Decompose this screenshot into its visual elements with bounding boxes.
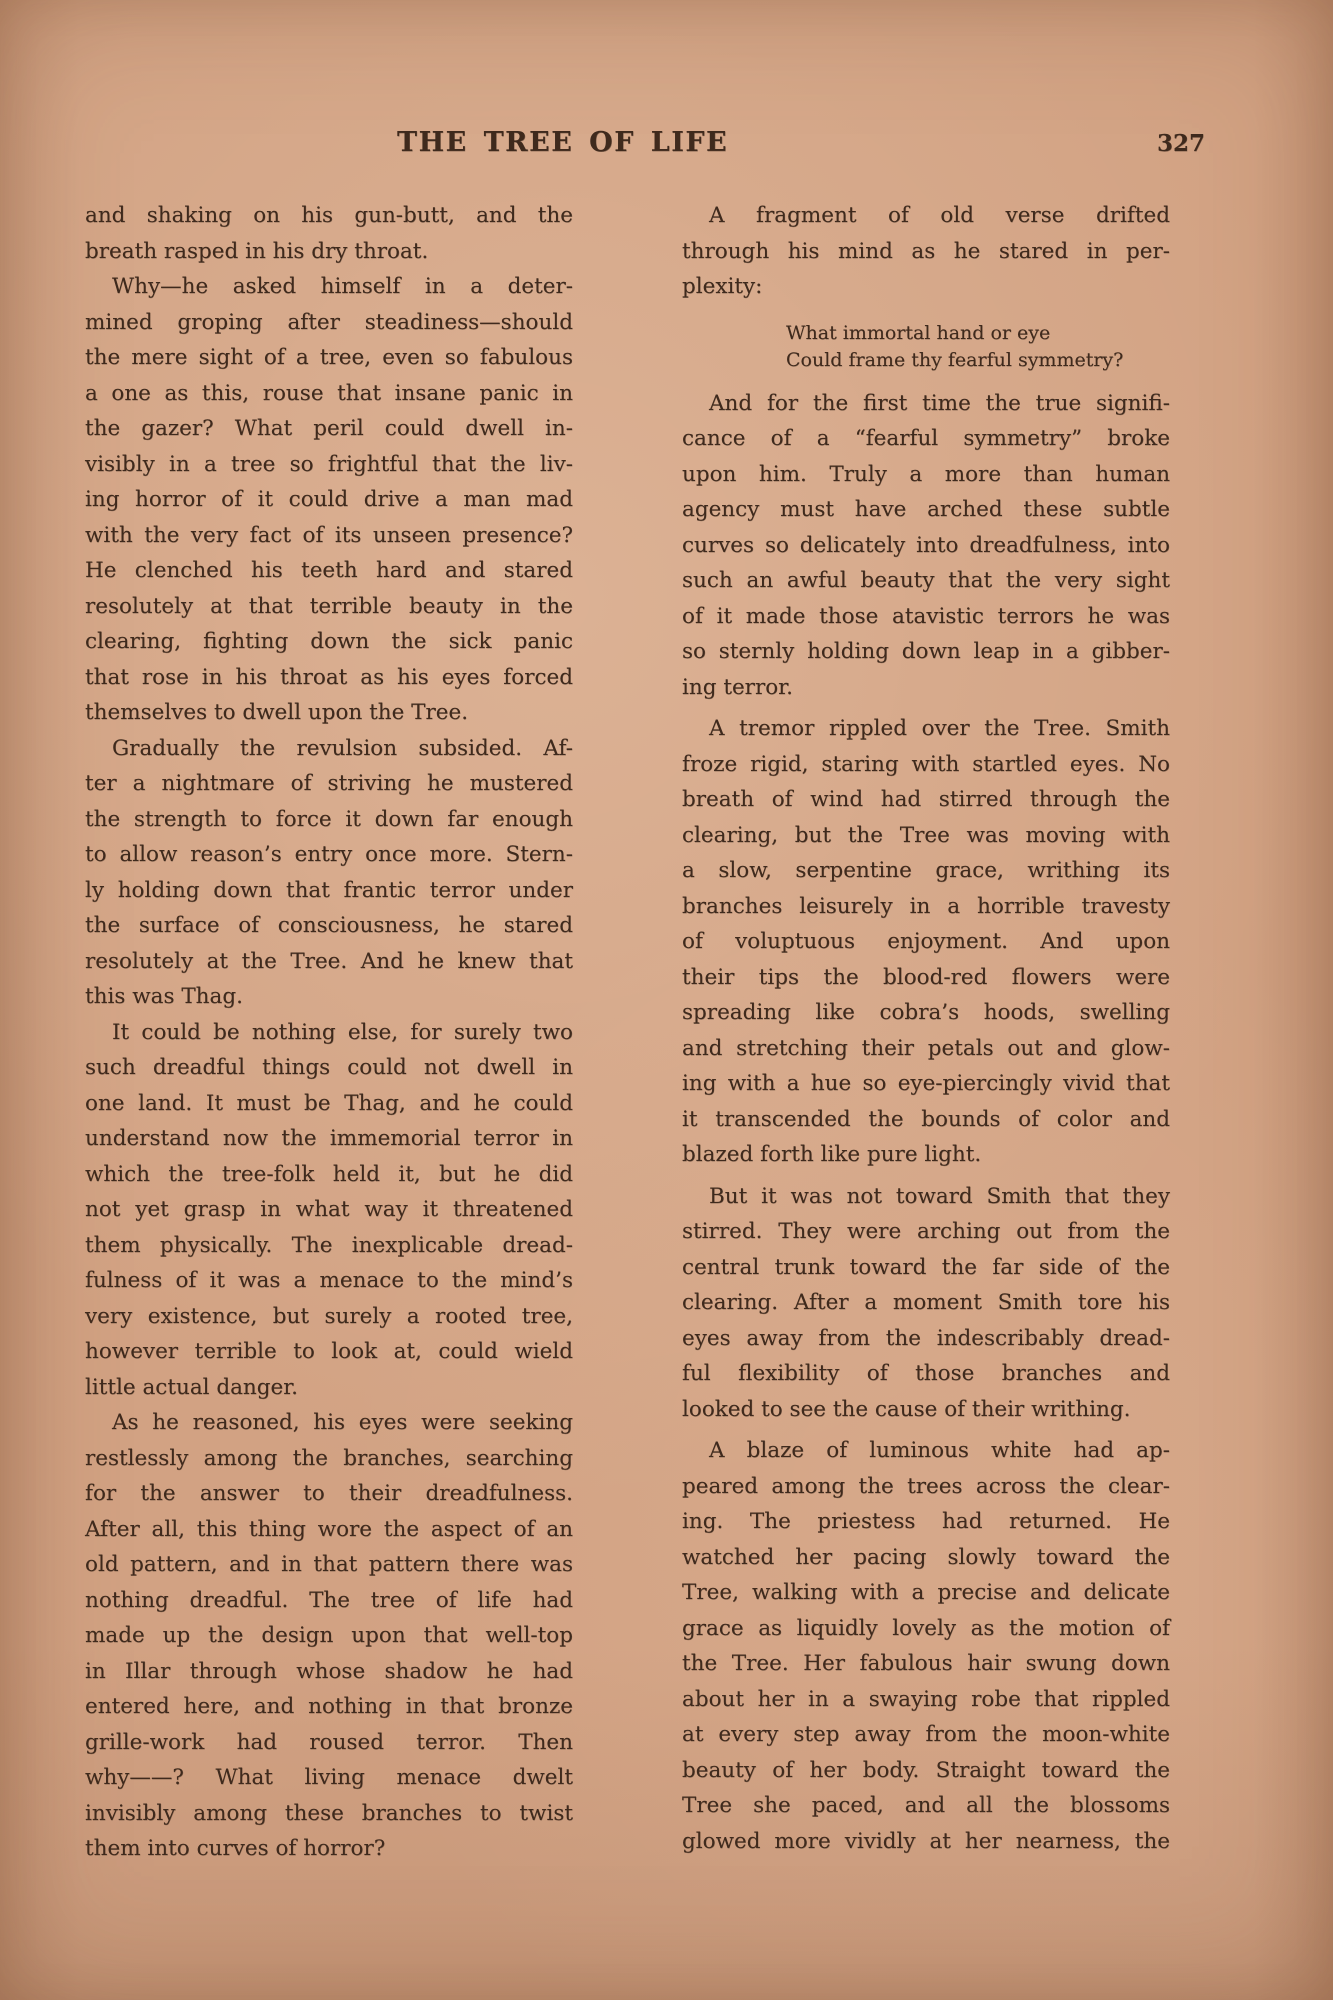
text-line: breath of wind had stirred through the xyxy=(682,787,1170,812)
text-line: agency must have arched these subtle xyxy=(682,497,1170,522)
text-line: such dreadful things could not dwell in xyxy=(85,1055,573,1080)
paragraph xyxy=(682,386,1170,706)
paragraph xyxy=(85,269,573,731)
text-line: nothing dreadful. The tree of life had xyxy=(85,1587,573,1613)
text-line: But it was not toward Smith that they xyxy=(709,1183,1170,1209)
paragraph xyxy=(682,1433,1170,1859)
text-line: however terrible to look at, could wield xyxy=(85,1339,573,1364)
text-line: which the tree-folk held it, but he did xyxy=(85,1161,573,1187)
text-line: the Tree. Her fabulous hair swung down xyxy=(682,1651,1170,1676)
text-line: one land. It must be Thag, and he could xyxy=(85,1090,573,1116)
text-line: ful flexibility of those branches and xyxy=(682,1361,1170,1386)
text-line: the surface of consciousness, he stared xyxy=(85,913,573,938)
verse-line: Could frame thy fearful symmetry? xyxy=(786,348,1124,371)
text-line: As he reasoned, his eyes were seeking xyxy=(112,1410,573,1435)
text-line: them physically. The inexplicable dread- xyxy=(85,1232,573,1258)
text-line: watched her pacing slowly toward the xyxy=(682,1544,1170,1570)
text-line: glowed more vividly at her nearness, the xyxy=(682,1828,1170,1854)
text-line: ly holding down that frantic terror under xyxy=(85,877,573,903)
text-line: Why—he asked himself in a deter- xyxy=(112,274,573,299)
text-line: not yet grasp in what way it threatened xyxy=(85,1197,573,1222)
text-line: in Illar through whose shadow he had xyxy=(85,1658,573,1684)
text-line: to allow reason’s entry once more. Stern- xyxy=(85,842,573,867)
text-line: at every step away from the moon-white xyxy=(682,1722,1170,1747)
text-line: a one as this, rouse that insane panic in xyxy=(85,380,573,406)
text-line: grille-work had roused terror. Then xyxy=(85,1729,573,1755)
text-line: a slow, serpentine grace, writhing its xyxy=(682,858,1170,883)
text-line: Tree, walking with a precise and delicate xyxy=(682,1580,1170,1605)
text-line: ing. The priestess had returned. He xyxy=(682,1509,1170,1534)
text-line: Tree she paced, and all the blossoms xyxy=(682,1793,1170,1818)
text-column-right xyxy=(682,198,1170,1859)
text-line: resolutely at that terrible beauty in the xyxy=(85,593,573,619)
text-line: through his mind as he stared in per- xyxy=(682,238,1170,264)
text-line: this was Thag. xyxy=(85,984,243,1009)
text-line: invisibly among these branches to twist xyxy=(85,1800,573,1826)
paragraph xyxy=(682,711,1170,1173)
text-line: branches leisurely in a horrible travesty xyxy=(682,893,1170,919)
text-line: visibly in a tree so frightful that the liv- xyxy=(85,451,573,477)
text-line: And for the first time the true signifi- xyxy=(709,390,1170,416)
verse-line: What immortal hand or eye xyxy=(786,321,1051,344)
text-line: restlessly among the branches, searching xyxy=(85,1445,573,1471)
text-line: fulness of it was a menace to the mind’s xyxy=(85,1268,573,1293)
text-line: After all, this thing wore the aspect of an xyxy=(85,1516,573,1542)
text-line: clearing. After a moment Smith tore his xyxy=(682,1290,1170,1315)
text-line: resolutely at the Tree. And he knew that xyxy=(85,948,573,974)
text-line: beauty of her body. Straight toward the xyxy=(682,1757,1170,1783)
text-line: and stretching their petals out and glow- xyxy=(682,1035,1170,1061)
text-column-left xyxy=(85,198,573,1867)
text-line: Gradually the revulsion subsided. Af- xyxy=(112,735,573,761)
text-line: clearing, fighting down the sick panic xyxy=(85,629,573,654)
text-line: breath rasped in his dry throat. xyxy=(85,238,429,264)
text-line: that rose in his throat as his eyes forced xyxy=(85,664,573,690)
text-line: A fragment of old verse drifted xyxy=(709,203,1170,228)
text-line: peared among the trees across the clear- xyxy=(682,1473,1170,1499)
text-line: eyes away from the indescribably dread- xyxy=(682,1325,1170,1351)
text-line: clearing, but the Tree was moving with xyxy=(682,822,1170,848)
text-line: ing horror of it could drive a man mad xyxy=(85,487,573,512)
text-line: stirred. They were arching out from the xyxy=(682,1219,1170,1244)
text-line: spreading like cobra’s hoods, swelling xyxy=(682,1000,1170,1025)
text-line: blazed forth like pure light. xyxy=(682,1142,982,1167)
text-line: for the answer to their dreadfulness. xyxy=(85,1481,573,1506)
text-line: the mere sight of a tree, even so fabulous xyxy=(85,345,573,370)
text-line: mined groping after steadiness—should xyxy=(85,309,573,335)
page-title: THE TREE OF LIFE xyxy=(397,127,729,158)
text-line: grace as liquidly lovely as the motion of xyxy=(682,1615,1170,1641)
text-line: their tips the blood-red flowers were xyxy=(682,964,1170,990)
text-line: ing terror. xyxy=(682,674,793,700)
text-line: froze rigid, staring with startled eyes. No xyxy=(682,751,1170,777)
text-line: old pattern, and in that pattern there was xyxy=(85,1552,573,1577)
paragraph xyxy=(85,1015,573,1406)
text-line: looked to see the cause of their writhing. xyxy=(682,1396,1131,1422)
paragraph xyxy=(85,1405,573,1867)
text-line: upon him. Truly a more than human xyxy=(682,461,1170,487)
paragraph xyxy=(682,1179,1170,1428)
text-line: understand now the immemorial terror in xyxy=(85,1126,573,1151)
text-line: made up the design upon that well-top xyxy=(85,1623,573,1648)
paragraph xyxy=(682,198,1170,305)
text-line: very existence, but surely a rooted tree, xyxy=(85,1303,573,1329)
text-line: with the very fact of its unseen presence? xyxy=(85,522,573,548)
text-line: of it made those atavistic terrors he was xyxy=(682,603,1170,629)
page-number: 327 xyxy=(1157,130,1206,157)
text-line: such an awful beauty that the very sight xyxy=(682,568,1170,593)
text-line: them into curves of horror? xyxy=(85,1836,386,1861)
text-line: and shaking on his gun-butt, and the xyxy=(85,203,573,228)
text-line: A blaze of luminous white had ap- xyxy=(709,1438,1170,1463)
text-line: ing with a hue so eye-piercingly vivid that xyxy=(682,1071,1170,1096)
text-line: A tremor rippled over the Tree. Smith xyxy=(709,716,1170,741)
text-line: curves so delicately into dreadfulness, into xyxy=(682,532,1170,558)
text-line: plexity: xyxy=(682,274,763,299)
text-line: themselves to dwell upon the Tree. xyxy=(85,700,469,725)
text-line: It could be nothing else, for surely two xyxy=(112,1019,573,1045)
paragraph xyxy=(85,198,573,269)
text-line: central trunk toward the far side of the xyxy=(682,1254,1170,1280)
text-line: why——? What living menace dwelt xyxy=(85,1765,573,1790)
text-line: the gazer? What peril could dwell in- xyxy=(85,416,573,441)
text-line: it transcended the bounds of color and xyxy=(682,1106,1170,1132)
text-line: He clenched his teeth hard and stared xyxy=(85,558,573,583)
text-line: entered here, and nothing in that bronze xyxy=(85,1694,573,1719)
text-line: the strength to force it down far enough xyxy=(85,806,573,832)
text-line: of voluptuous enjoyment. And upon xyxy=(682,929,1170,954)
verse xyxy=(786,320,1170,374)
text-line: little actual danger. xyxy=(85,1374,299,1400)
text-line: about her in a swaying robe that rippled xyxy=(682,1686,1170,1712)
text-line: so sternly holding down leap in a gibber- xyxy=(682,639,1170,664)
paragraph xyxy=(85,731,573,1015)
text-line: ter a nightmare of striving he mustered xyxy=(85,771,573,796)
text-line: cance of a “fearful symmetry” broke xyxy=(682,426,1170,451)
